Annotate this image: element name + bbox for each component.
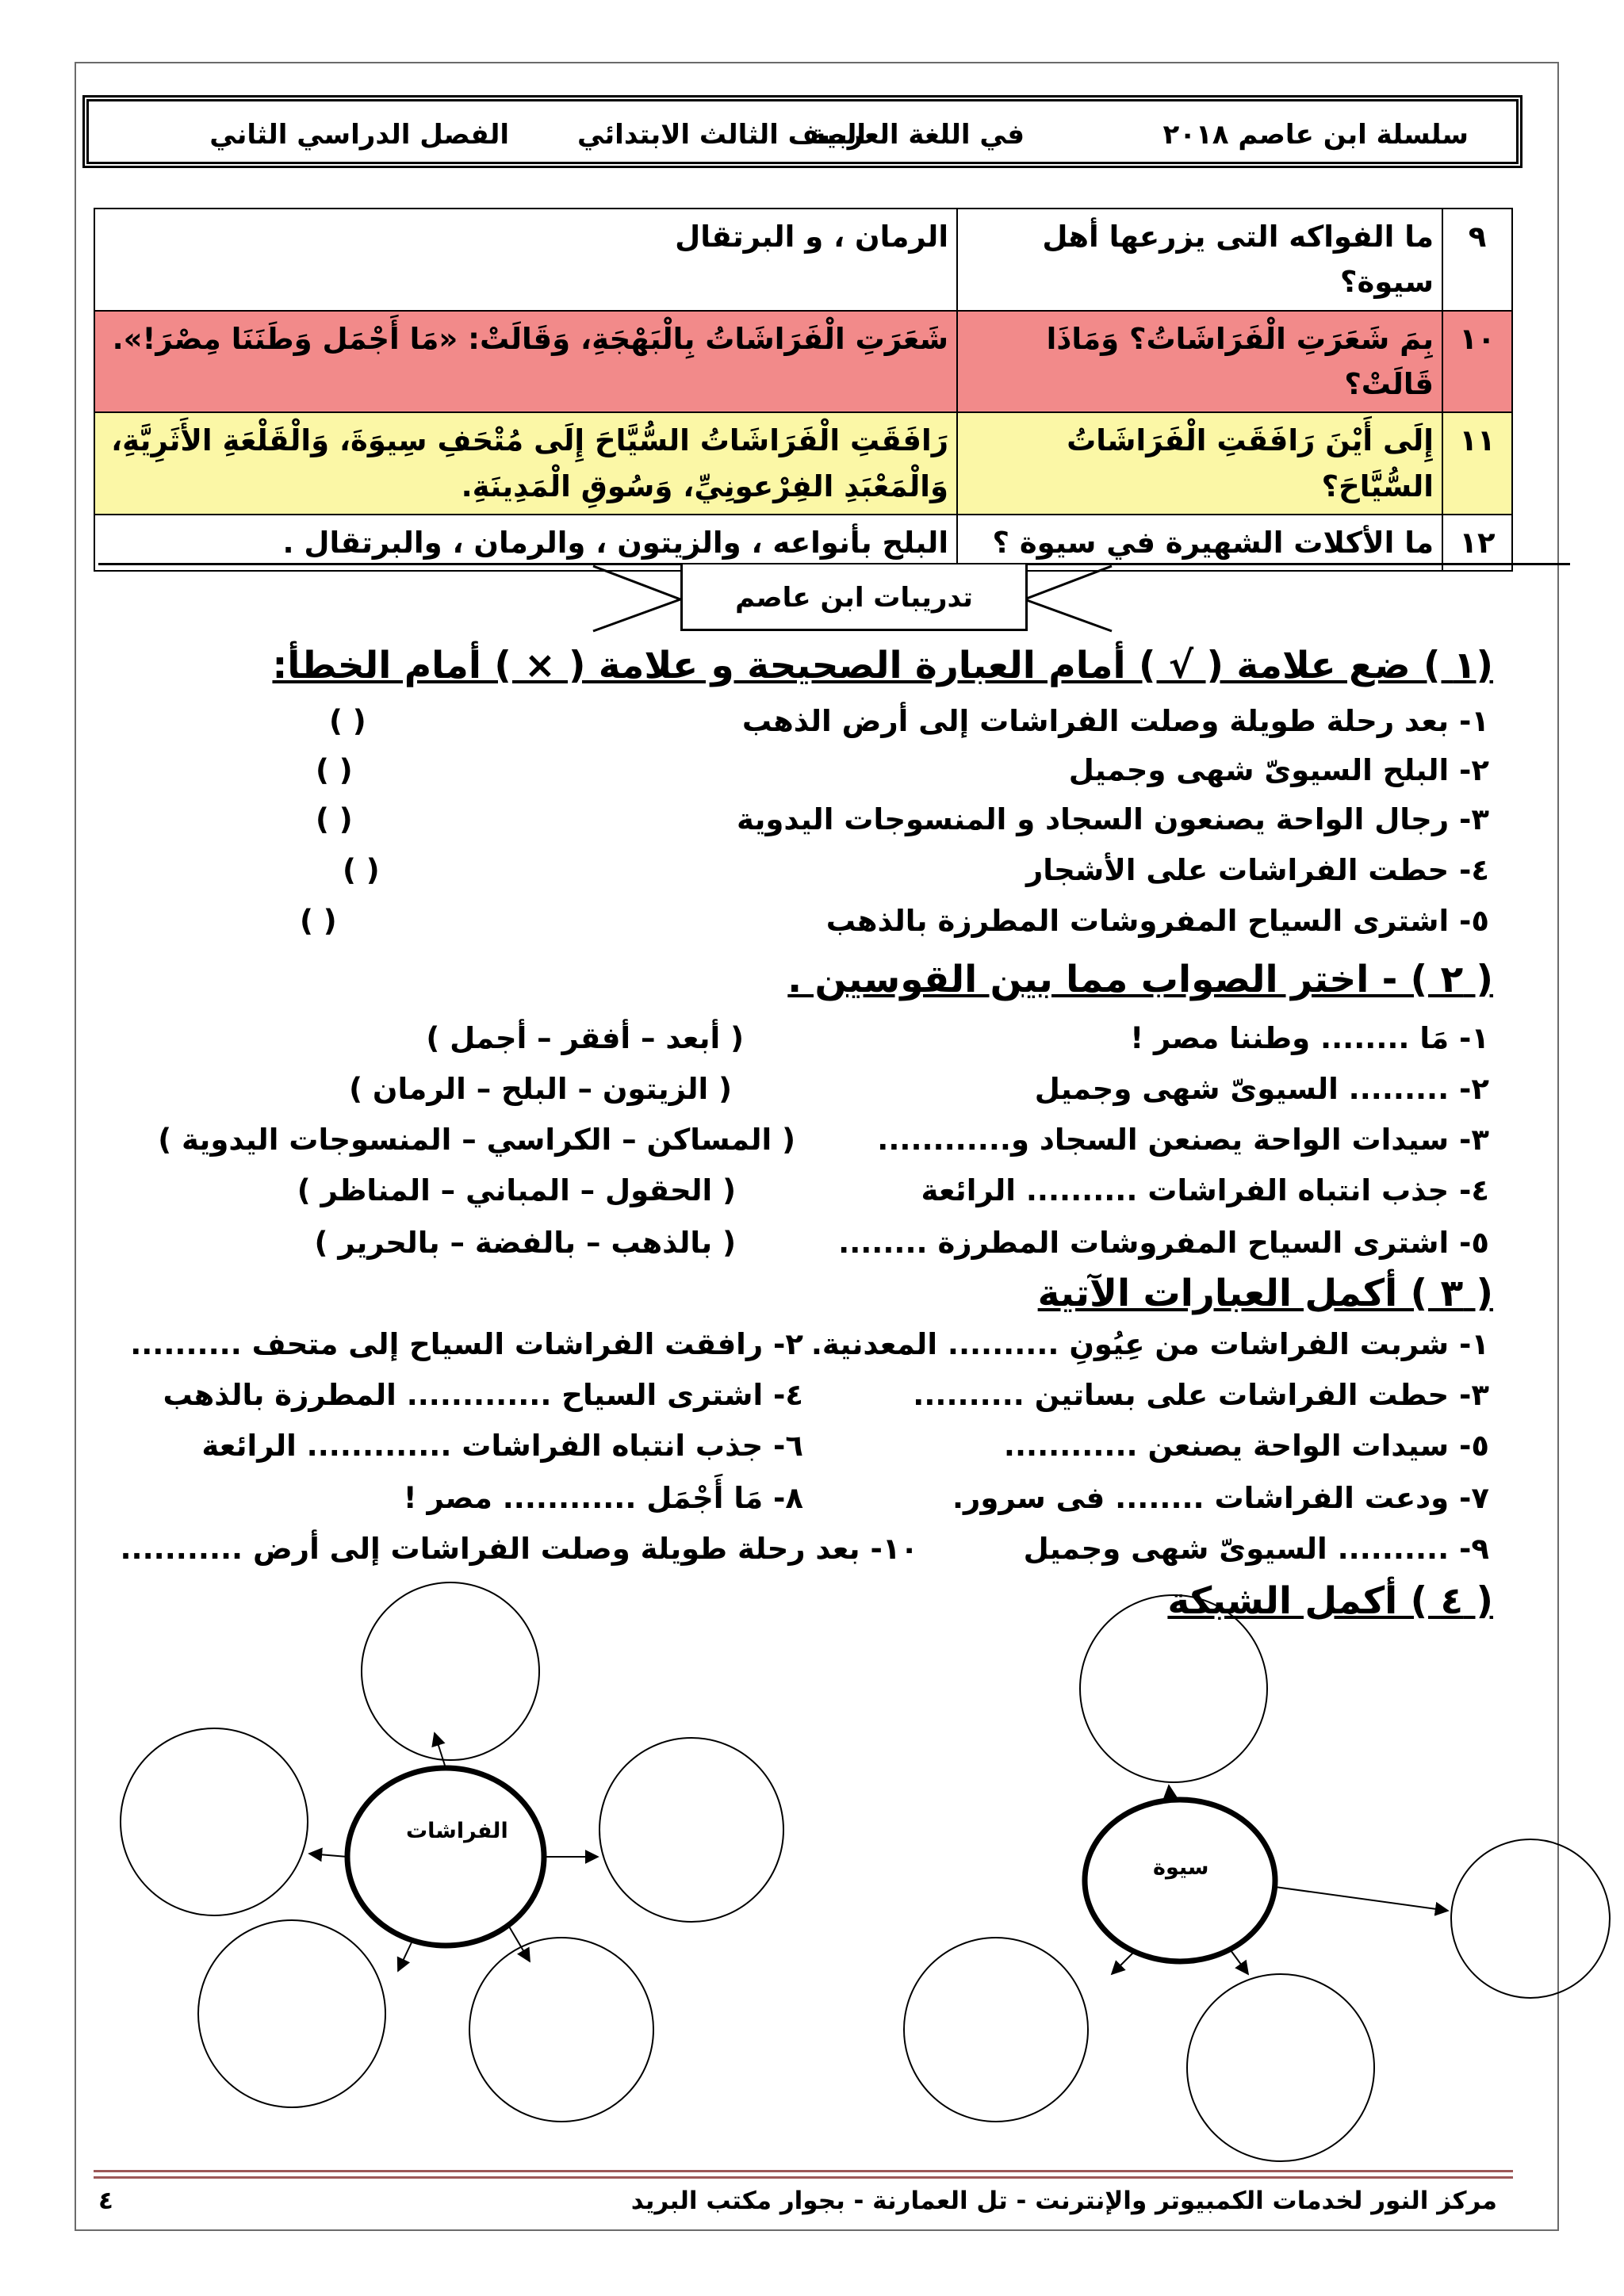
empty-circle[interactable] [1080,1595,1267,1782]
section3-item: ١٠- بعد رحلة طويلة وصلت الفراشات إلى أرض ........... [120,1532,918,1566]
header-term: الفصل الدراسي الثاني [209,119,509,151]
empty-circle[interactable] [1187,1974,1374,2161]
empty-circle[interactable] [904,1938,1088,2122]
row-question: إِلَى أَيْنَ رَافَقَتِ الْفَرَاشَاتُ السُّيَّاحَ؟ [957,412,1442,515]
answer-bracket[interactable]: ( ) [343,853,380,887]
row-answer: البلح بأنواعه ، والزيتون ، والرمان ، والبرتقال . [94,515,957,571]
section3-item: ١- شربت الفراشات من عِيُونِ .......... المعدنية. [810,1327,1489,1361]
section2-options: ( بالذهب – بالفضة – بالحرير ) [314,1226,736,1260]
web-left-center-label: الفراشات [406,1819,508,1843]
section2-options: ( المساكن – الكراسي – المنسوجات اليدوية ) [158,1123,795,1157]
row-answer: الرمان ، و البرتقال [94,209,957,311]
banner-title: تدريبات ابن عاصم [680,564,1028,631]
section3-item: ٢- رافقت الفراشات السياح إلى متحف .......... [130,1327,803,1361]
section2-item: ٥- اشترى السياح المفروشات المطرزة ........ [838,1226,1489,1260]
section3-item: ٧- ودعت الفراشات ........ فى سرور. [952,1481,1489,1515]
empty-circle[interactable] [121,1728,308,1915]
section3-item: ٣- حطت الفراشات على بساتين .......... [913,1378,1489,1412]
answer-bracket[interactable]: ( ) [316,753,353,787]
row-question: ما الأكلات الشهيرة في سيوة ؟ [957,515,1442,571]
section3-item: ٥- سيدات الواحة يصنعن ............ [1003,1429,1489,1463]
center-circle [1085,1800,1275,1961]
section1-item: ٢- البلح السيوىّ شهى وجميل [1068,753,1489,787]
section1-title: (١ ) ضع علامة ( √ ) أمام العبارة الصحيحة و علامة ( × ) أمام الخطأ: [272,644,1493,687]
row-question: ما الفواكه التى يزرعها أهل سيوة؟ [957,209,1442,311]
empty-circle[interactable] [1451,1839,1610,1998]
section2-item: ٣- سيدات الواحة يصنعن السجاد و............ [877,1123,1489,1157]
section3-item: ٩- .......... السيوىّ شهى وجميل [1023,1532,1489,1566]
row-number: ١١ [1442,412,1512,515]
answer-bracket[interactable]: ( ) [329,704,366,738]
web-right [904,1595,1610,2161]
empty-circle[interactable] [198,1920,385,2107]
section2-item: ٢- ......... السيوىّ شهى وجميل [1034,1072,1489,1106]
section4-title: ( ٤ ) أكمل الشبكة [1167,1579,1493,1623]
header-grade: الصف الثالث الابتدائي [577,119,866,151]
section1-item: ٥- اشترى السياح المفروشات المطرزة بالذهب [825,904,1489,938]
web-right-center-label: سيوة [1153,1855,1209,1880]
footer-rule [94,2176,1513,2179]
row-answer: شَعَرَتِ الْفَرَاشَاتُ بِالْبَهْجَةِ، وَقَالَتْ: «مَا أَجْمَل وَطَنَنَا مِصْرَ!». [94,311,957,413]
section2-options: ( الحقول – المباني – المناظر ) [297,1173,736,1207]
section3-item: ٨- مَا أَجْمَل ............ مصر ! [403,1481,803,1515]
section3-item: ٦- جذب انتباه الفراشات ............. الرائعة [201,1429,803,1463]
section1-item: ٣- رجال الواحة يصنعون السجاد و المنسوجات اليدوية [737,802,1489,836]
section2-options: ( أبعد – أفقر – أجمل ) [426,1021,744,1055]
web-left [121,1582,783,2122]
empty-circle[interactable] [469,1938,653,2122]
section2-item: ٤- جذب انتباه الفراشات .......... الرائعة [921,1173,1489,1207]
section3-title: ( ٣ ) أكمل العبارات الآتية [1037,1272,1493,1315]
section2-title: ( ٢ ) - اختر الصواب مما بين القوسين . [787,958,1493,1001]
section2-options: ( الزيتون – البلح – الرمان ) [349,1072,732,1106]
header-subject: في اللغة العربية [810,119,1025,151]
footer-text: مركز النور لخدمات الكمبيوتر والإنترنت - تل العمارنة - بجوار مكتب البريد [630,2187,1497,2215]
row-number: ١٠ [1442,311,1512,413]
row-answer: رَافَقَتِ الْفَرَاشَاتُ السُّيَّاحَ إِلَى مُتْحَفِ سِيوَةَ، وَالْقَلْعَةِ الأَثَرِيَّةِ، وَالْمَعْبَدِ الفِرْعونِيِّ، وَسُوقِ الْمَدِينَةِ. [94,412,957,515]
row-question: بِمَ شَعَرَتِ الْفَرَاشَاتُ؟ وَمَاذَا قَالَتْ؟ [957,311,1442,413]
empty-circle[interactable] [362,1582,539,1760]
answer-bracket[interactable]: ( ) [316,802,353,836]
page-number: ٤ [98,2187,113,2215]
footer-rule [94,2170,1513,2172]
row-number: ٩ [1442,209,1512,311]
answer-bracket[interactable]: ( ) [300,904,337,938]
section1-item: ٤- حطت الفراشات على الأشجار [1025,853,1489,887]
section1-item: ١- بعد رحلة طويلة وصلت الفراشات إلى أرض الذهب [741,704,1489,738]
header-series: سلسلة ابن عاصم ٢٠١٨ [1162,119,1469,151]
row-number: ١٢ [1442,515,1512,571]
center-circle [347,1768,544,1946]
section3-item: ٤- اشترى السياح ............. المطرزة بالذهب [163,1378,803,1412]
empty-circle[interactable] [599,1738,783,1922]
section2-item: ١- مَا ........ وطننا مصر ! [1130,1021,1489,1055]
